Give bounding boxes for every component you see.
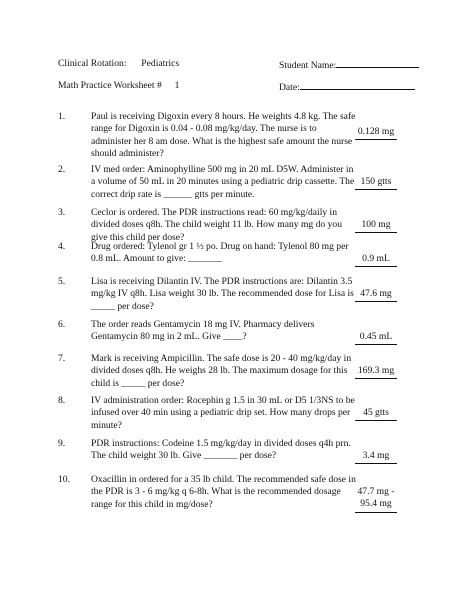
clinical-rotation-label: Clinical Rotation: xyxy=(58,58,127,69)
worksheet-title-row xyxy=(58,80,179,92)
question-text: PDR instructions: Codeine 1.5 mg/kg/day in divided doses q4h prn. The child weight 30 lb. Give _______ per dose? xyxy=(91,438,351,462)
answer: 150 gtts xyxy=(355,176,397,190)
worksheet-number: 1 xyxy=(174,80,180,91)
question-number: 7. xyxy=(58,353,66,364)
question-number: 6. xyxy=(58,319,66,330)
question-number: 8. xyxy=(58,395,66,406)
answer-line-1: 47.7 mg - xyxy=(357,486,395,497)
date-line xyxy=(300,80,415,90)
answer: 47.6 mg xyxy=(355,288,397,302)
question-number: 3. xyxy=(58,207,66,218)
answer xyxy=(355,486,397,513)
question-text: The order reads Gentamycin 18 mg IV. Pharmacy delivers Gentamycin 80 mg in 2 mL. Give ____? xyxy=(91,319,315,343)
answer: 0.9 mL xyxy=(355,253,397,267)
answer: 3.4 mg xyxy=(355,450,397,464)
question-number: 1. xyxy=(58,111,66,122)
question-number: 5. xyxy=(58,276,66,287)
question-number: 9. xyxy=(58,438,66,449)
answer: 0.128 mg xyxy=(355,126,397,140)
question-number: 2. xyxy=(58,164,66,175)
student-name-label: Student Name: xyxy=(279,60,337,71)
question-text: Paul is receiving Digoxin every 8 hours. He weights 4.8 kg. The safe range for Digoxin is 0.04 - 0.08 mg/kg/day. The nurse is to administer her 8 am dose. What is the highest safe amount the nurse should administer? xyxy=(91,111,356,160)
question-number: 4. xyxy=(58,241,66,252)
question-number: 10. xyxy=(58,474,70,485)
question-text: IV administration order: Rocephin g 1.5 in 30 mL or D5 1/3NS to be infused over 40 min using a pediatric drip set. How many drops per minute? xyxy=(91,395,355,431)
answer: 100 mg xyxy=(355,219,397,233)
question-text: Drug ordered: Tylenol gr 1 ½ po. Drug on hand: Tylenol 80 mg per 0.8 mL. Amount to give: _______ xyxy=(91,241,349,265)
clinical-rotation-value: Pediatrics xyxy=(141,58,180,69)
answer: 45 gtts xyxy=(355,407,397,421)
answer-line-2: 95.4 mg xyxy=(360,498,392,510)
clinical-rotation-row xyxy=(58,58,179,70)
question-text: IV med order: Aminophylline 500 mg in 20 mL D5W. Administer in a volume of 50 mL in 20 minutes using a pediatric drip cassette. The correct drip rate is ______ gtts per minute. xyxy=(91,164,355,200)
worksheet-label: Math Practice Worksheet # xyxy=(58,80,162,91)
answer: 169.3 mg xyxy=(355,365,397,379)
question-text: Mark is receiving Ampicillin. The safe dose is 20 - 40 mg/kg/day in divided doses q8h. He weighs 28 lb. The maximum dosage for this child is _____ per dose? xyxy=(91,353,352,389)
student-name-row xyxy=(279,58,419,72)
date-label: Date: xyxy=(279,82,300,93)
question-text: Ceclor is ordered. The PDR instructions read: 60 mg/kg/daily in divided doses q8h. The child weight 11 lb. How many mg do you give this child per dose? xyxy=(91,207,343,243)
answer: 0.45 mL xyxy=(355,331,397,345)
question-text: Lisa is receiving Dilantin IV. The PDR instructions are: Dilantin 3.5 mg/kg IV q8h. Lisa weight 30 lb. The recommended dose for Lisa is _____ per dose? xyxy=(91,276,354,312)
date-row xyxy=(279,80,415,94)
question-text: Oxacillin in ordered for a 35 lb child. The recommended safe dose in the PDR is 3 - 6 mg/kg q 6-8h. What is the recommended dosage range for this child in mg/dose? xyxy=(91,474,356,510)
student-name-line xyxy=(336,58,419,68)
